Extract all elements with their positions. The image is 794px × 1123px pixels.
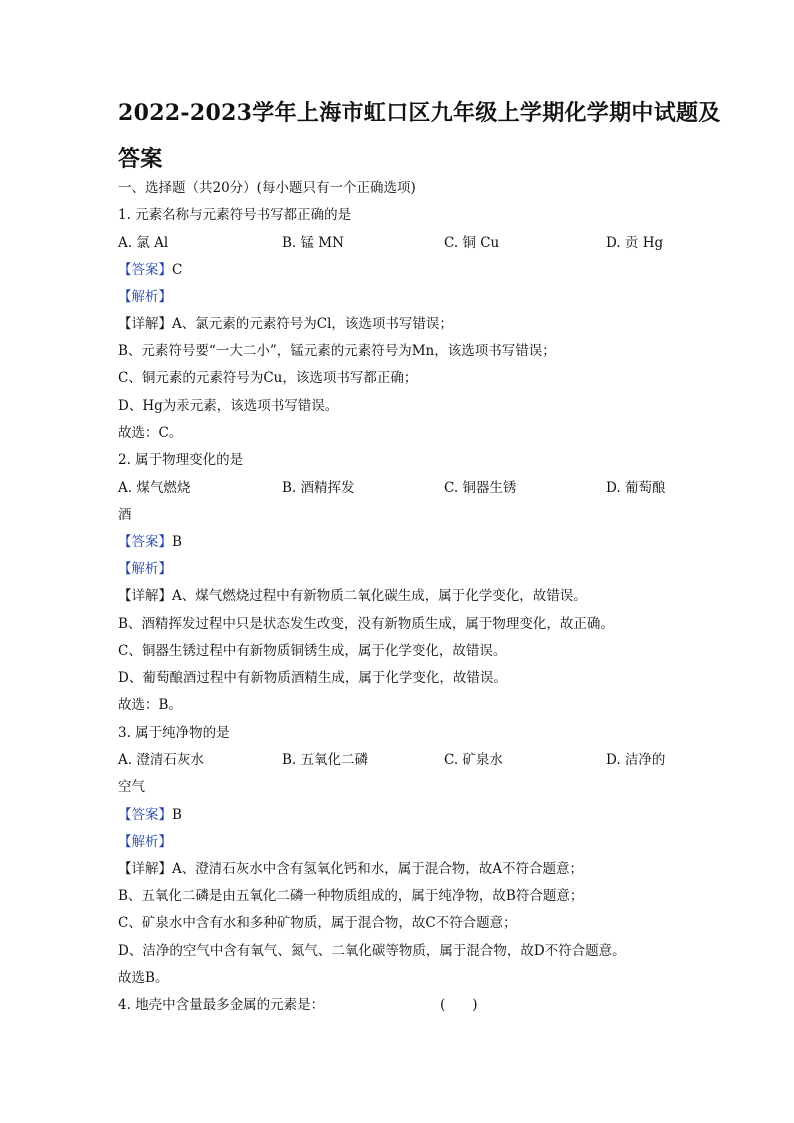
document-title-line-1: 2022-2023学年上海市虹口区九年级上学期化学期中试题及 (118, 100, 721, 126)
question-3-option-a: A. 澄清石灰水 (118, 752, 204, 768)
detail-label: 【详解】 (118, 861, 172, 877)
question-2-option-a: A. 煤气燃烧 (118, 480, 191, 496)
question-1-line-b: B、元素符号要“一大二小”，锰元素的元素符号为Mn，该选项书写错误； (118, 343, 556, 359)
question-4-answer-blank: ( ) (440, 997, 478, 1013)
question-3-conclusion: 故选B。 (118, 970, 169, 986)
question-2-conclusion: 故选：B。 (118, 697, 182, 713)
question-2-option-c: C. 铜器生锈 (444, 480, 517, 496)
question-1-option-c: C. 铜 Cu (444, 235, 500, 251)
question-2-option-d: D. 葡萄酿 (606, 480, 666, 496)
question-3-analysis (118, 833, 172, 851)
question-2-option-wrap: 酒 (118, 507, 132, 523)
question-2-line-b: B、酒精挥发过程中只是状态发生改变，没有新物质生成，属于物理变化，故正确。 (118, 616, 614, 632)
question-1-conclusion: 故选：C。 (118, 425, 183, 441)
answer-label: 【答案】 (118, 807, 172, 823)
question-1-detail (118, 315, 453, 333)
question-2-detail (118, 587, 587, 605)
document-title-line-2: 答案 (118, 146, 163, 172)
analysis-label: 【解析】 (118, 561, 172, 577)
question-3-option-wrap: 空气 (118, 779, 145, 795)
question-1-option-d: D. 贡 Hg (606, 235, 664, 251)
question-3-answer (118, 806, 182, 824)
detail-label: 【详解】 (118, 588, 172, 604)
question-2-answer (118, 533, 182, 551)
question-2-line-d: D、葡萄酿酒过程中有新物质酒精生成，属于化学变化，故错误。 (118, 670, 507, 686)
question-3-line-b: B、五氧化二磷是由五氧化二磷一种物质组成的，属于纯净物，故B符合题意； (118, 888, 584, 904)
detail-text: A、煤气燃烧过程中有新物质二氧化碳生成，属于化学变化，故错误。 (172, 588, 587, 604)
answer-value: B (172, 534, 182, 550)
question-1-answer (118, 261, 182, 279)
question-3-option-b: B. 五氧化二磷 (282, 752, 369, 768)
detail-text: A、氯元素的元素符号为Cl，该选项书写错误； (172, 316, 453, 332)
answer-value: B (172, 807, 182, 823)
analysis-label: 【解析】 (118, 289, 172, 305)
section-heading: 一、选择题（共20分）(每小题只有一个正确选项) (118, 180, 416, 196)
question-1-stem: 1. 元素名称与元素符号书写都正确的是 (118, 207, 352, 223)
question-1-option-b: B. 锰 MN (282, 235, 344, 251)
answer-label: 【答案】 (118, 262, 172, 278)
question-2-line-c: C、铜器生锈过程中有新物质铜锈生成，属于化学变化，故错误。 (118, 643, 507, 659)
question-3-line-d: D、洁净的空气中含有氧气、氮气、二氧化碳等物质，属于混合物，故D不符合题意。 (118, 943, 626, 959)
question-3-option-d: D. 洁净的 (606, 752, 666, 768)
question-2-stem: 2. 属于物理变化的是 (118, 452, 244, 468)
answer-value: C (172, 262, 183, 278)
question-2-option-b: B. 酒精挥发 (282, 480, 355, 496)
question-4-stem: 4. 地壳中含量最多金属的元素是： (118, 997, 325, 1013)
question-3-line-c: C、矿泉水中含有水和多种矿物质，属于混合物，故C不符合题意； (118, 915, 517, 931)
question-1-option-a: A. 氯 Al (118, 235, 169, 251)
question-1-line-d: D、Hg为汞元素，该选项书写错误。 (118, 398, 339, 414)
question-3-option-c: C. 矿泉水 (444, 752, 503, 768)
answer-label: 【答案】 (118, 534, 172, 550)
question-1-line-c: C、铜元素的元素符号为Cu，该选项书写都正确； (118, 370, 418, 386)
question-1-analysis (118, 288, 172, 306)
question-2-analysis (118, 560, 172, 578)
detail-label: 【详解】 (118, 316, 172, 332)
question-3-stem: 3. 属于纯净物的是 (118, 725, 230, 741)
analysis-label: 【解析】 (118, 834, 172, 850)
question-3-detail (118, 860, 583, 878)
detail-text: A、澄清石灰水中含有氢氧化钙和水，属于混合物，故A不符合题意； (172, 861, 583, 877)
